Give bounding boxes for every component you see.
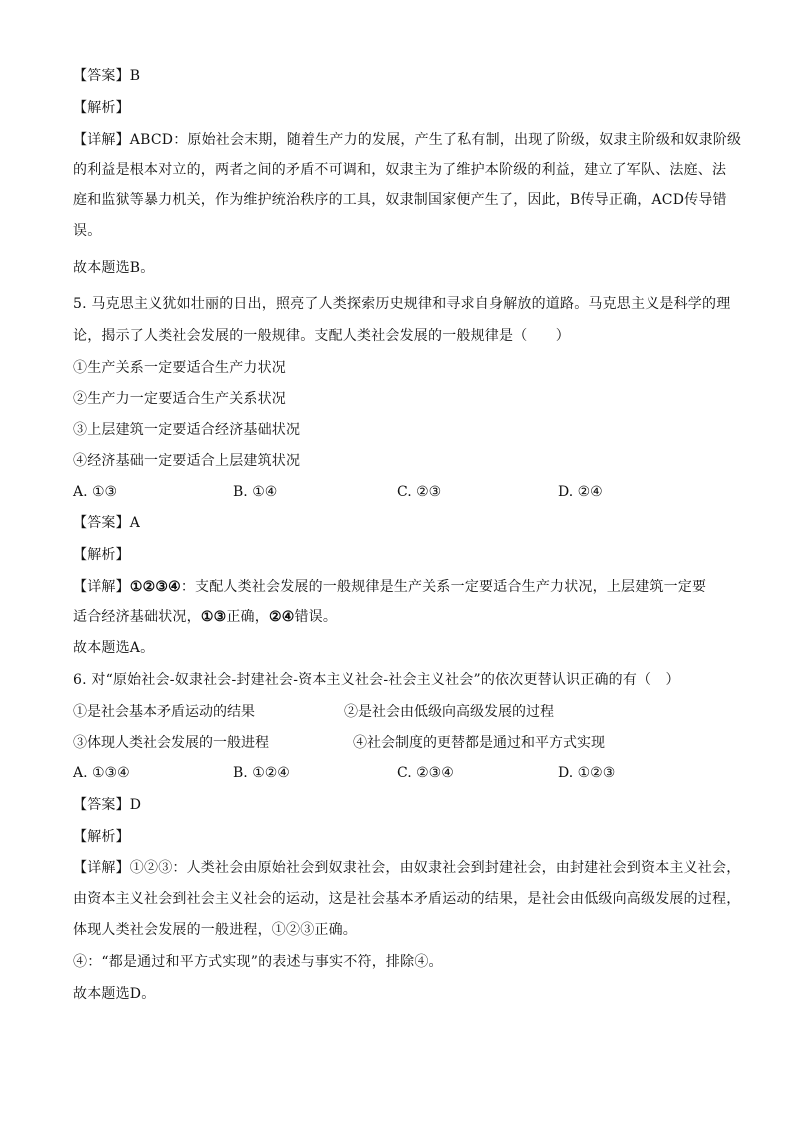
- q6-detail-line: 【详解】①②③：人类社会由原始社会到奴隶社会，由奴隶社会到封建社会，由封建社会到资本主义社会，: [73, 860, 741, 876]
- q6-answer: 【答案】D: [73, 797, 142, 813]
- q6-statement: ③体现人类社会发展的一般进程: [73, 735, 269, 751]
- q5-option-a: A. ①③: [73, 484, 118, 500]
- q5-detail-bold: ①③: [200, 609, 227, 625]
- q5-option-c: C. ②③: [397, 484, 442, 500]
- q5-stem-line: 论，揭示了人类社会发展的一般规律。支配人类社会发展的一般规律是（ ）: [73, 328, 570, 344]
- q5-conclusion: 故本题选A。: [73, 640, 155, 656]
- q5-option-b: B. ①④: [233, 484, 278, 500]
- q6-option-d: D. ①②③: [558, 765, 616, 781]
- q4-analysis-heading: 【解析】: [73, 100, 130, 116]
- q5-detail-text: 正确，: [226, 609, 269, 625]
- q4-detail-line: 误。: [73, 223, 102, 239]
- q5-detail-text: ：支配人类社会发展的一般规律是生产关系一定要适合生产力状况，上层建筑一定要: [180, 579, 707, 595]
- q6-option-c: C. ②③④: [397, 765, 454, 781]
- q6-conclusion: 故本题选D。: [73, 986, 156, 1002]
- q5-statement: ②生产力一定要适合生产关系状况: [73, 391, 286, 407]
- q6-detail-line: 由资本主义社会到社会主义社会的运动，这是社会基本矛盾运动的结果，是社会由低级向高级发展的过程，: [73, 891, 741, 907]
- q6-statement: ④社会制度的更替都是通过和平方式实现: [353, 735, 605, 751]
- q5-detail-text: 适合经济基础状况，: [73, 609, 201, 625]
- q5-stem-line: 5. 马克思主义犹如壮丽的日出，照亮了人类探索历史规律和寻求自身解放的道路。马克思主义是科学的理: [73, 296, 731, 312]
- q5-answer: 【答案】A: [73, 515, 141, 531]
- q4-detail-line: 【详解】ABCD：原始社会末期，随着生产力的发展，产生了私有制，出现了阶级，奴隶主阶级和奴隶阶级: [73, 132, 742, 148]
- q4-detail-line: 的利益是根本对立的，两者之间的矛盾不可调和，奴隶主为了维护本阶级的利益，建立了军队、法庭、法: [73, 162, 727, 178]
- q4-detail-line: 庭和监狱等暴力机关，作为维护统治秩序的工具，奴隶制国家便产生了，因此，B传导正确，ACD传导错: [73, 192, 727, 208]
- q6-detail-line: 体现人类社会发展的一般进程，①②③正确。: [73, 922, 357, 938]
- q5-detail-bold: ②④: [268, 609, 295, 625]
- q6-statement: ②是社会由低级向高级发展的过程: [344, 704, 554, 720]
- q5-detail-line: [73, 577, 706, 597]
- q5-statement: ①生产关系一定要适合生产力状况: [73, 360, 286, 376]
- q5-analysis-heading: 【解析】: [73, 547, 130, 563]
- q5-option-d: D. ②④: [558, 484, 603, 500]
- q4-answer: 【答案】B: [73, 68, 141, 84]
- q5-detail-text: 错误。: [294, 609, 338, 625]
- q6-analysis-heading: 【解析】: [73, 829, 130, 845]
- q6-stem: 6. 对“原始社会-奴隶社会-封建社会-资本主义社会-社会主义社会”的依次更替认识正确的有（ ）: [73, 672, 680, 688]
- q6-detail-line: ④：“都是通过和平方式实现”的表述与事实不符，排除④。: [73, 954, 443, 970]
- q6-option-a: A. ①③④: [73, 765, 130, 781]
- q5-detail-prefix: 【详解】: [73, 579, 130, 595]
- q5-statement: ④经济基础一定要适合上层建筑状况: [73, 453, 301, 469]
- q5-detail-bold: ①②③④: [129, 579, 181, 595]
- q6-statement: ①是社会基本矛盾运动的结果: [73, 704, 255, 720]
- q4-conclusion: 故本题选B。: [73, 260, 155, 276]
- q6-option-b: B. ①②④: [233, 765, 290, 781]
- q5-statement: ③上层建筑一定要适合经济基础状况: [73, 422, 301, 438]
- q5-detail-line: [73, 607, 337, 627]
